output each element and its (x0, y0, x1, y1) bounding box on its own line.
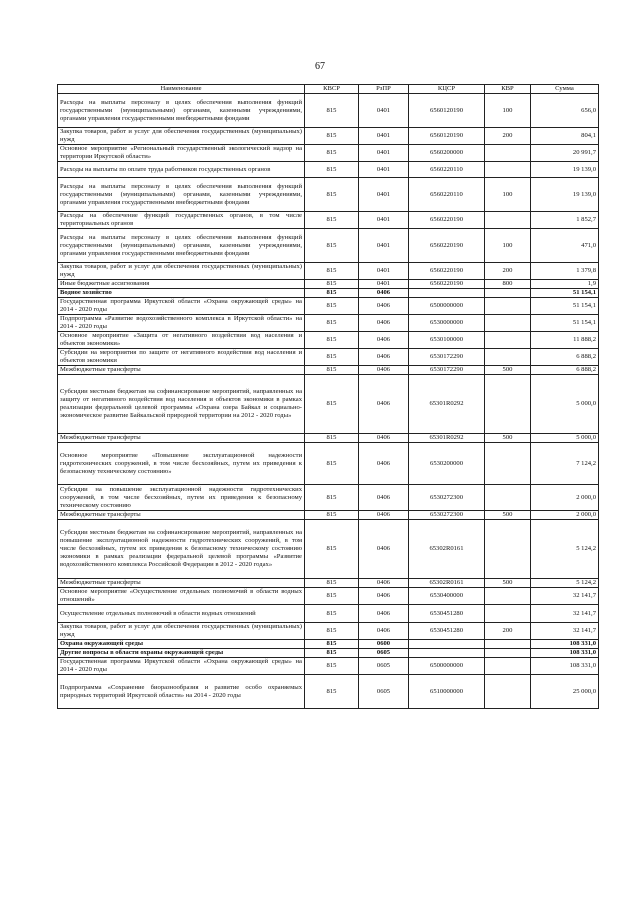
cell-rzpr: 0406 (359, 485, 409, 511)
table-row (58, 649, 599, 658)
header-sum: Сумма (531, 85, 599, 94)
cell-kvsr: 815 (305, 178, 359, 212)
cell-sum: 7 124,2 (531, 443, 599, 485)
cell-kvr: 100 (485, 94, 531, 128)
cell-rzpr: 0406 (359, 434, 409, 443)
cell-kvsr: 815 (305, 675, 359, 709)
cell-name: Субсидии местным бюджетам на софинансирование мероприятий, направленных на повышение эксплуатационной надежности гидротехнических сооружений, в том числе бесхозяйных, путем их приведения к безопасному техническому состоянию экономики в рамках реализации федеральной целевой программы «Развитие водохозяйственного комплекса Российской Федерации в 2012 - 2020 годах» (58, 520, 305, 579)
cell-kvr (485, 145, 531, 162)
cell-kvsr: 815 (305, 520, 359, 579)
table-row (58, 434, 599, 443)
table-row (58, 511, 599, 520)
cell-name: Подпрограмма «Развитие водохозяйственного комплекса в Иркутской области» на 2014 - 2020 годы (58, 315, 305, 332)
cell-kvsr: 815 (305, 229, 359, 263)
cell-sum: 11 888,2 (531, 332, 599, 349)
cell-sum: 804,1 (531, 128, 599, 145)
cell-sum: 51 154,1 (531, 289, 599, 298)
cell-kvr (485, 520, 531, 579)
cell-name: Расходы на выплаты персоналу в целях обеспечения выполнения функций государственными (муниципальными) органами, казенными учреждениями, органами управления государственными внебюджетными фондами (58, 94, 305, 128)
table-row (58, 178, 599, 212)
cell-sum: 32 141,7 (531, 588, 599, 605)
cell-kvsr: 815 (305, 332, 359, 349)
cell-kvsr: 815 (305, 212, 359, 229)
cell-kvsr: 815 (305, 280, 359, 289)
table-row (58, 658, 599, 675)
cell-name: Расходы на обеспечение функций государственных органов, в том числе территориальных органов (58, 212, 305, 229)
cell-sum: 20 991,7 (531, 145, 599, 162)
cell-rzpr: 0401 (359, 162, 409, 178)
cell-rzpr: 0406 (359, 605, 409, 623)
table-row (58, 289, 599, 298)
cell-kcsr: 6500000000 (409, 298, 485, 315)
table-row (58, 298, 599, 315)
cell-kvr (485, 649, 531, 658)
cell-rzpr: 0401 (359, 212, 409, 229)
cell-rzpr: 0401 (359, 145, 409, 162)
cell-rzpr: 0600 (359, 640, 409, 649)
cell-kcsr: 6530200000 (409, 443, 485, 485)
header-rzpr: РзПР (359, 85, 409, 94)
budget-table (57, 84, 599, 709)
cell-kcsr: 6530000000 (409, 315, 485, 332)
cell-sum: 5 000,0 (531, 434, 599, 443)
cell-name: Межбюджетные трансферты (58, 511, 305, 520)
cell-sum: 2 000,0 (531, 511, 599, 520)
cell-kcsr: 6530100000 (409, 332, 485, 349)
cell-rzpr: 0401 (359, 263, 409, 280)
cell-rzpr: 0406 (359, 443, 409, 485)
cell-kvr (485, 485, 531, 511)
cell-rzpr: 0406 (359, 349, 409, 366)
cell-sum: 32 141,7 (531, 623, 599, 640)
cell-rzpr: 0401 (359, 178, 409, 212)
cell-name: Основное мероприятие «Защита от негативного воздействия вод населения и объектов экономики» (58, 332, 305, 349)
cell-kvsr: 815 (305, 289, 359, 298)
cell-kvsr: 815 (305, 162, 359, 178)
cell-rzpr: 0605 (359, 658, 409, 675)
cell-sum: 51 154,1 (531, 298, 599, 315)
cell-sum: 5 000,0 (531, 375, 599, 434)
cell-kcsr: 6560220110 (409, 178, 485, 212)
cell-name: Закупка товаров, работ и услуг для обеспечения государственных (муниципальных) нужд (58, 623, 305, 640)
cell-kvr (485, 315, 531, 332)
table-row (58, 375, 599, 434)
cell-rzpr: 0401 (359, 128, 409, 145)
cell-kvsr: 815 (305, 145, 359, 162)
cell-kvr (485, 443, 531, 485)
cell-kvr: 500 (485, 434, 531, 443)
cell-kvr (485, 212, 531, 229)
cell-kvr: 200 (485, 128, 531, 145)
cell-kvr: 100 (485, 178, 531, 212)
cell-sum: 2 000,0 (531, 485, 599, 511)
cell-kvr (485, 605, 531, 623)
table-row (58, 640, 599, 649)
table-row (58, 623, 599, 640)
table-row (58, 605, 599, 623)
cell-kcsr: 6530272300 (409, 511, 485, 520)
cell-kvr: 100 (485, 229, 531, 263)
cell-kvr (485, 162, 531, 178)
cell-name: Государственная программа Иркутской области «Охрана окружающей среды» на 2014 - 2020 годы (58, 298, 305, 315)
table-row (58, 485, 599, 511)
cell-kvsr: 815 (305, 649, 359, 658)
cell-sum: 108 331,0 (531, 658, 599, 675)
header-kcsr: КЦСР (409, 85, 485, 94)
cell-name: Основное мероприятие «Региональный государственный экологический надзор на территории Иркутской области» (58, 145, 305, 162)
cell-kcsr: 6510000000 (409, 675, 485, 709)
cell-kcsr: 6530451280 (409, 623, 485, 640)
cell-name: Межбюджетные трансферты (58, 366, 305, 375)
cell-name: Расходы на выплаты по оплате труда работников государственных органов (58, 162, 305, 178)
cell-rzpr: 0406 (359, 289, 409, 298)
cell-rzpr: 0406 (359, 520, 409, 579)
cell-kvr: 500 (485, 366, 531, 375)
table-row (58, 443, 599, 485)
cell-rzpr: 0406 (359, 332, 409, 349)
cell-sum: 108 331,0 (531, 640, 599, 649)
cell-kvsr: 815 (305, 263, 359, 280)
cell-sum: 25 000,0 (531, 675, 599, 709)
cell-kvr (485, 298, 531, 315)
cell-kvsr: 815 (305, 315, 359, 332)
cell-name: Расходы на выплаты персоналу в целях обеспечения выполнения функций государственными (муниципальными) органами, казенными учреждениями, органами управления государственными внебюджетными фондами (58, 229, 305, 263)
cell-name: Водное хозяйство (58, 289, 305, 298)
cell-sum: 32 141,7 (531, 605, 599, 623)
cell-rzpr: 0406 (359, 366, 409, 375)
cell-name: Основное мероприятие «Осуществление отдельных полномочий в области водных отношений» (58, 588, 305, 605)
table-row (58, 520, 599, 579)
cell-sum: 19 139,0 (531, 178, 599, 212)
cell-kvr (485, 349, 531, 366)
cell-kcsr: 6530272300 (409, 485, 485, 511)
cell-sum: 656,0 (531, 94, 599, 128)
cell-kcsr: 65302R0161 (409, 520, 485, 579)
cell-sum: 51 154,1 (531, 315, 599, 332)
cell-kcsr: 6560220190 (409, 212, 485, 229)
cell-name: Подпрограмма «Сохранение биоразнообразия и развитие особо охраняемых природных территорий Иркутской области» на 2014 - 2020 годы (58, 675, 305, 709)
cell-kvsr: 815 (305, 443, 359, 485)
cell-kcsr: 6530172290 (409, 349, 485, 366)
cell-kvsr: 815 (305, 349, 359, 366)
cell-kcsr: 6560220190 (409, 280, 485, 289)
cell-kcsr: 6530451280 (409, 605, 485, 623)
cell-kcsr: 6500000000 (409, 658, 485, 675)
cell-kvsr: 815 (305, 623, 359, 640)
cell-kcsr: 6560220190 (409, 229, 485, 263)
table-row (58, 588, 599, 605)
cell-kvr (485, 588, 531, 605)
cell-rzpr: 0406 (359, 511, 409, 520)
cell-kcsr: 6560120190 (409, 128, 485, 145)
cell-kcsr (409, 289, 485, 298)
cell-kcsr: 65301R0292 (409, 375, 485, 434)
cell-kvr (485, 332, 531, 349)
cell-kvsr: 815 (305, 366, 359, 375)
page-number: 67 (315, 61, 325, 72)
cell-name: Субсидии местным бюджетам на софинансирование мероприятий, направленных на защиту от негативного воздействия вод населения и объектов экономики в рамках реализации федеральной целевой программы «Охрана озера Байкал и социально-экономическое развитие Байкальской природной территории на 2012 - 2020 годы» (58, 375, 305, 434)
table-row (58, 366, 599, 375)
cell-kcsr: 6530172290 (409, 366, 485, 375)
cell-kvr (485, 289, 531, 298)
cell-rzpr: 0401 (359, 94, 409, 128)
cell-kcsr (409, 640, 485, 649)
table-row (58, 315, 599, 332)
cell-kvsr: 815 (305, 94, 359, 128)
cell-rzpr: 0406 (359, 623, 409, 640)
cell-rzpr: 0406 (359, 315, 409, 332)
cell-kvsr: 815 (305, 658, 359, 675)
cell-kvr (485, 675, 531, 709)
cell-kvsr: 815 (305, 588, 359, 605)
cell-sum: 19 139,0 (531, 162, 599, 178)
cell-name: Субсидии на повышение эксплуатационной надежности гидротехнических сооружений, в том числе бесхозяйных, путем их приведения к безопасному техническому состоянию (58, 485, 305, 511)
table-row (58, 229, 599, 263)
cell-rzpr: 0406 (359, 588, 409, 605)
cell-rzpr: 0406 (359, 579, 409, 588)
cell-kvsr: 815 (305, 640, 359, 649)
cell-kvsr: 815 (305, 298, 359, 315)
cell-kvsr: 815 (305, 434, 359, 443)
table-row (58, 145, 599, 162)
cell-name: Межбюджетные трансферты (58, 579, 305, 588)
header-kvsr: КВСР (305, 85, 359, 94)
cell-name: Межбюджетные трансферты (58, 434, 305, 443)
table-row (58, 263, 599, 280)
header-kvr: КВР (485, 85, 531, 94)
table-row (58, 349, 599, 366)
cell-kcsr (409, 649, 485, 658)
cell-rzpr: 0406 (359, 298, 409, 315)
cell-kcsr: 6560220110 (409, 162, 485, 178)
cell-rzpr: 0401 (359, 229, 409, 263)
cell-sum: 471,0 (531, 229, 599, 263)
cell-kvr: 800 (485, 280, 531, 289)
cell-kcsr: 6560220190 (409, 263, 485, 280)
cell-kvr: 500 (485, 579, 531, 588)
cell-kvr (485, 640, 531, 649)
cell-kcsr: 6560120190 (409, 94, 485, 128)
table-row (58, 332, 599, 349)
cell-kvr: 500 (485, 511, 531, 520)
cell-kvr (485, 375, 531, 434)
cell-sum: 1,9 (531, 280, 599, 289)
cell-name: Другие вопросы в области охраны окружающей среды (58, 649, 305, 658)
cell-sum: 5 124,2 (531, 579, 599, 588)
cell-rzpr: 0605 (359, 675, 409, 709)
cell-kvsr: 815 (305, 128, 359, 145)
cell-kcsr: 65301R0292 (409, 434, 485, 443)
cell-sum: 1 852,7 (531, 212, 599, 229)
cell-name: Основное мероприятие «Повышение эксплуатационной надежности гидротехнических сооружений, в том числе бесхозяйных, путем их приведения к безопасному техническому состоянию» (58, 443, 305, 485)
cell-kcsr: 6530400000 (409, 588, 485, 605)
cell-sum: 5 124,2 (531, 520, 599, 579)
cell-rzpr: 0605 (359, 649, 409, 658)
table-row (58, 94, 599, 128)
cell-sum: 1 379,8 (531, 263, 599, 280)
cell-kcsr: 6560200000 (409, 145, 485, 162)
cell-name: Закупка товаров, работ и услуг для обеспечения государственных (муниципальных) нужд (58, 263, 305, 280)
cell-name: Расходы на выплаты персоналу в целях обеспечения выполнения функций государственными (муниципальными) органами, казенными учреждениями, органами управления государственными внебюджетными фондами (58, 178, 305, 212)
cell-name: Осуществление отдельных полномочий в области водных отношений (58, 605, 305, 623)
cell-sum: 6 888,2 (531, 349, 599, 366)
cell-kvr: 200 (485, 263, 531, 280)
cell-kvsr: 815 (305, 605, 359, 623)
cell-name: Иные бюджетные ассигнования (58, 280, 305, 289)
cell-kvsr: 815 (305, 485, 359, 511)
cell-name: Охрана окружающей среды (58, 640, 305, 649)
cell-kvsr: 815 (305, 579, 359, 588)
cell-kcsr: 65302R0161 (409, 579, 485, 588)
cell-name: Закупка товаров, работ и услуг для обеспечения государственных (муниципальных) нужд (58, 128, 305, 145)
cell-kvr: 200 (485, 623, 531, 640)
table-row (58, 212, 599, 229)
header-row (58, 85, 599, 94)
cell-kvsr: 815 (305, 511, 359, 520)
cell-sum: 6 888,2 (531, 366, 599, 375)
cell-kvr (485, 658, 531, 675)
table-row (58, 579, 599, 588)
cell-sum: 108 331,0 (531, 649, 599, 658)
cell-rzpr: 0406 (359, 375, 409, 434)
cell-name: Государственная программа Иркутской области «Охрана окружающей среды» на 2014 - 2020 годы (58, 658, 305, 675)
table-row (58, 128, 599, 145)
table-row (58, 280, 599, 289)
table-row (58, 675, 599, 709)
header-name: Наименование (58, 85, 305, 94)
cell-rzpr: 0401 (359, 280, 409, 289)
cell-name: Субсидии на мероприятия по защите от негативного воздействия вод населения и объектов экономики (58, 349, 305, 366)
table-row (58, 162, 599, 178)
cell-kvsr: 815 (305, 375, 359, 434)
